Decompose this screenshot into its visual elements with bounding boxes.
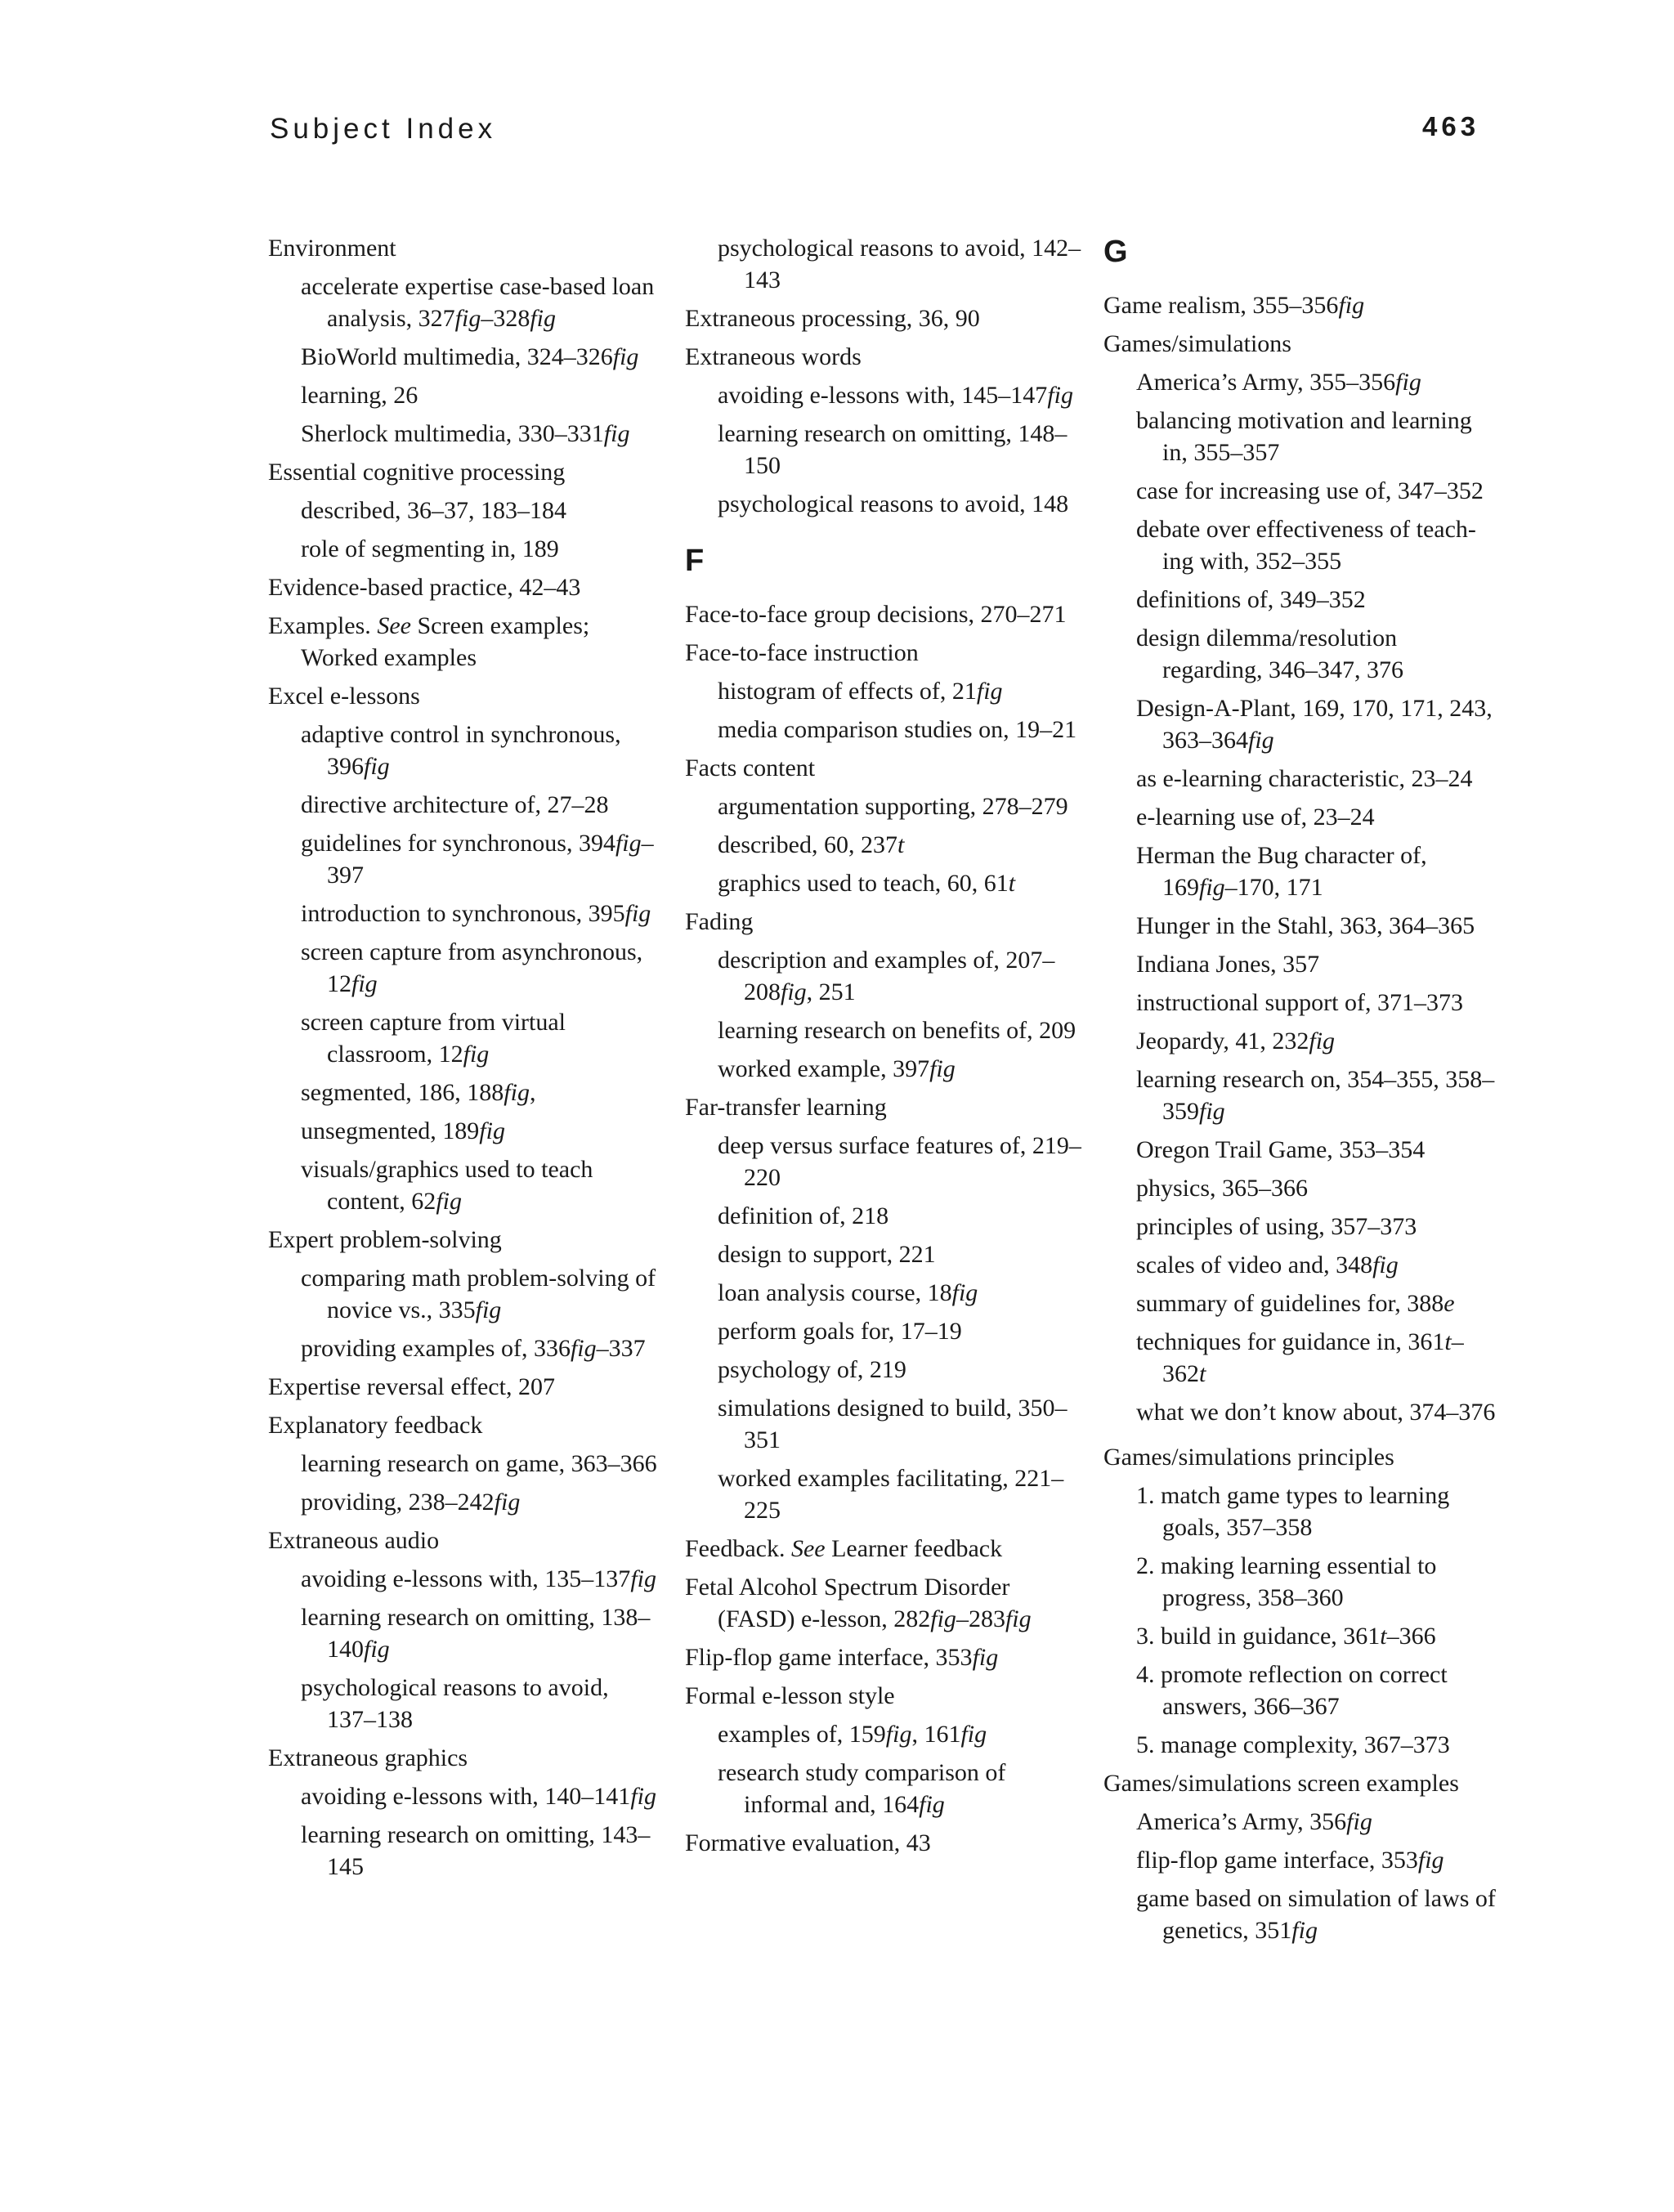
- index-main-entry: Games/simulations principles: [1103, 1444, 1394, 1471]
- index-sub-entry: examples of, 159fig, 161fig: [718, 1721, 987, 1748]
- index-sub-entry: worked example, 397fig: [718, 1055, 956, 1082]
- index-sub-entry: America’s Army, 356fig: [1136, 1808, 1372, 1835]
- index-sub-entry: argumentation supporting, 278–279: [718, 793, 1068, 820]
- index-main-entry: Expertise reversal effect, 207: [268, 1373, 555, 1400]
- index-main-entry: Essential cognitive processing: [268, 459, 566, 486]
- index-sub-entry: directive architecture of, 27–28: [301, 791, 609, 818]
- index-column-1: [268, 232, 660, 1889]
- index-column-2: [685, 232, 1085, 1865]
- index-main-entry: Examples. See Screen examples; Worked examples: [268, 612, 590, 671]
- index-sub-entry: game based on simulation of laws of genetics, 351fig: [1136, 1885, 1496, 1944]
- index-sub-entry: learning research on, 354–355, 358–359fig: [1136, 1066, 1495, 1125]
- index-sub-entry: Sherlock multimedia, 330–331fig: [301, 420, 630, 447]
- index-sub-entry: 5. manage complexity, 367–373: [1136, 1731, 1450, 1758]
- index-sub-entry: perform goals for, 17–19: [718, 1318, 962, 1345]
- index-sub-entry: role of segmenting in, 189: [301, 535, 559, 562]
- index-sub-entry: definitions of, 349–352: [1136, 586, 1366, 613]
- index-sub-entry: learning research on omitting, 138–140fig: [301, 1604, 651, 1663]
- index-sub-entry: deep versus surface features of, 219–220: [718, 1132, 1081, 1191]
- index-main-entry: Environment: [268, 235, 396, 262]
- index-sub-entry: Indiana Jones, 357: [1136, 951, 1320, 978]
- index-main-entry: Flip-flop game interface, 353fig: [685, 1644, 999, 1671]
- index-main-entry: Formal e-lesson style: [685, 1682, 895, 1709]
- index-sub-entry: adaptive control in synchronous, 396fig: [301, 721, 621, 780]
- index-sub-entry: psychological reasons to avoid, 137–138: [301, 1674, 609, 1733]
- index-sub-entry: summary of guidelines for, 388e: [1136, 1290, 1455, 1317]
- index-sub-entry: worked examples facilitating, 221–225: [718, 1465, 1064, 1524]
- index-sub-entry: guidelines for synchronous, 394fig–397: [301, 830, 654, 889]
- index-sub-entry: screen capture from asynchronous, 12fig: [301, 938, 643, 997]
- index-main-entry: Feedback. See Learner feedback: [685, 1535, 1003, 1562]
- index-main-entry: Formative evaluation, 43: [685, 1829, 931, 1856]
- index-main-entry: Games/simulations screen examples: [1103, 1770, 1459, 1797]
- index-sub-entry: 2. making learning essential to progress, 358–360: [1136, 1552, 1437, 1611]
- index-sub-entry: psychological reasons to avoid, 148: [718, 490, 1069, 517]
- index-sub-entry: scales of video and, 348fig: [1136, 1252, 1399, 1278]
- index-sub-entry: flip-flop game interface, 353fig: [1136, 1847, 1444, 1874]
- index-sub-entry: as e-learning characteristic, 23–24: [1136, 765, 1473, 792]
- index-sub-entry: definition of, 218: [718, 1202, 889, 1229]
- index-sub-entry: comparing math problem-solving of novice vs., 335fig: [301, 1265, 656, 1323]
- index-sub-entry: unsegmented, 189fig: [301, 1117, 505, 1144]
- index-sub-entry: learning, 26: [301, 382, 418, 409]
- index-main-entry: Extraneous graphics: [268, 1744, 468, 1771]
- index-sub-entry: techniques for guidance in, 361t–362t: [1136, 1328, 1464, 1387]
- index-sub-entry: debate over effectiveness of teach-ing with, 352–355: [1136, 516, 1476, 575]
- index-sub-entry: BioWorld multimedia, 324–326fig: [301, 343, 639, 370]
- index-sub-entry: Jeopardy, 41, 232fig: [1136, 1028, 1336, 1055]
- index-sub-entry: introduction to synchronous, 395fig: [301, 900, 651, 927]
- index-letter-heading: F: [685, 544, 705, 578]
- index-sub-entry: avoiding e-lessons with, 135–137fig: [301, 1565, 656, 1592]
- index-sub-entry: psychological reasons to avoid, 142–143: [718, 235, 1081, 293]
- index-sub-entry: Design-A-Plant, 169, 170, 171, 243, 363–364fig: [1136, 695, 1493, 754]
- index-column-3: [1103, 232, 1496, 1953]
- index-sub-entry: psychology of, 219: [718, 1356, 906, 1383]
- index-sub-entry: Herman the Bug character of, 169fig–170, 171: [1136, 842, 1427, 901]
- index-sub-entry: instructional support of, 371–373: [1136, 989, 1463, 1016]
- index-sub-entry: segmented, 186, 188fig,: [301, 1079, 536, 1106]
- index-sub-entry: physics, 365–366: [1136, 1175, 1308, 1202]
- running-head-title: Subject Index: [270, 113, 497, 145]
- index-main-entry: Fading: [685, 908, 754, 935]
- index-main-entry: Excel e-lessons: [268, 683, 420, 710]
- index-sub-entry: histogram of effects of, 21fig: [718, 678, 1003, 705]
- index-sub-entry: visuals/graphics used to teach content, 62fig: [301, 1156, 593, 1215]
- index-sub-entry: e-learning use of, 23–24: [1136, 804, 1375, 831]
- index-main-entry: Game realism, 355–356fig: [1103, 292, 1365, 319]
- index-sub-entry: learning research on omitting, 143–145: [301, 1821, 651, 1880]
- index-sub-entry: description and examples of, 207–208fig, 251: [718, 947, 1055, 1005]
- index-main-entry: Extraneous audio: [268, 1527, 440, 1554]
- index-main-entry: Far-transfer learning: [685, 1094, 887, 1121]
- index-sub-entry: described, 36–37, 183–184: [301, 497, 566, 524]
- index-main-entry: Extraneous words: [685, 343, 862, 370]
- index-main-entry: Face-to-face instruction: [685, 639, 919, 666]
- index-main-entry: Facts content: [685, 754, 816, 781]
- index-sub-entry: Hunger in the Stahl, 363, 364–365: [1136, 912, 1475, 939]
- index-sub-entry: screen capture from virtual classroom, 12fig: [301, 1009, 566, 1068]
- index-sub-entry: providing examples of, 336fig–337: [301, 1335, 646, 1362]
- index-sub-entry: 4. promote reflection on correct answers, 366–367: [1136, 1661, 1448, 1720]
- index-sub-entry: case for increasing use of, 347–352: [1136, 477, 1484, 504]
- index-sub-entry: learning research on benefits of, 209: [718, 1017, 1076, 1044]
- index-main-entry: Explanatory feedback: [268, 1412, 483, 1439]
- index-sub-entry: learning research on game, 363–366: [301, 1450, 657, 1477]
- index-main-entry: Evidence-based practice, 42–43: [268, 574, 581, 601]
- index-sub-entry: learning research on omitting, 148–150: [718, 420, 1068, 479]
- page-number: 463: [1422, 111, 1480, 141]
- index-sub-entry: simulations designed to build, 350–351: [718, 1395, 1068, 1453]
- index-sub-entry: loan analysis course, 18fig: [718, 1279, 978, 1306]
- index-letter-heading: G: [1103, 235, 1128, 269]
- index-sub-entry: described, 60, 237t: [718, 831, 905, 858]
- index-sub-entry: media comparison studies on, 19–21: [718, 716, 1077, 743]
- index-sub-entry: Oregon Trail Game, 353–354: [1136, 1136, 1426, 1163]
- index-main-entry: Expert problem-solving: [268, 1226, 502, 1253]
- index-sub-entry: 3. build in guidance, 361t–366: [1136, 1623, 1436, 1650]
- index-sub-entry: design to support, 221: [718, 1241, 936, 1268]
- index-main-entry: Games/simulations: [1103, 330, 1291, 357]
- index-sub-entry: principles of using, 357–373: [1136, 1213, 1417, 1240]
- index-main-entry: Extraneous processing, 36, 90: [685, 305, 980, 332]
- index-sub-entry: research study comparison of informal and, 164fig: [718, 1759, 1006, 1818]
- index-sub-entry: what we don’t know about, 374–376: [1136, 1399, 1496, 1426]
- index-sub-entry: avoiding e-lessons with, 145–147fig: [718, 382, 1073, 409]
- index-main-entry: Fetal Alcohol Spectrum Disorder (FASD) e-lesson, 282fig–283fig: [685, 1574, 1032, 1632]
- index-main-entry: Face-to-face group decisions, 270–271: [685, 601, 1067, 628]
- index-sub-entry: accelerate expertise case-based loan analysis, 327fig–328fig: [301, 273, 655, 332]
- index-sub-entry: design dilemma/resolution regarding, 346–347, 376: [1136, 625, 1403, 683]
- index-sub-entry: 1. match game types to learning goals, 357–358: [1136, 1482, 1450, 1541]
- index-sub-entry: America’s Army, 355–356fig: [1136, 369, 1421, 396]
- index-sub-entry: avoiding e-lessons with, 140–141fig: [301, 1783, 656, 1810]
- index-sub-entry: graphics used to teach, 60, 61t: [718, 870, 1016, 897]
- index-sub-entry: providing, 238–242fig: [301, 1489, 521, 1516]
- index-sub-entry: balancing motivation and learning in, 355–357: [1136, 407, 1472, 466]
